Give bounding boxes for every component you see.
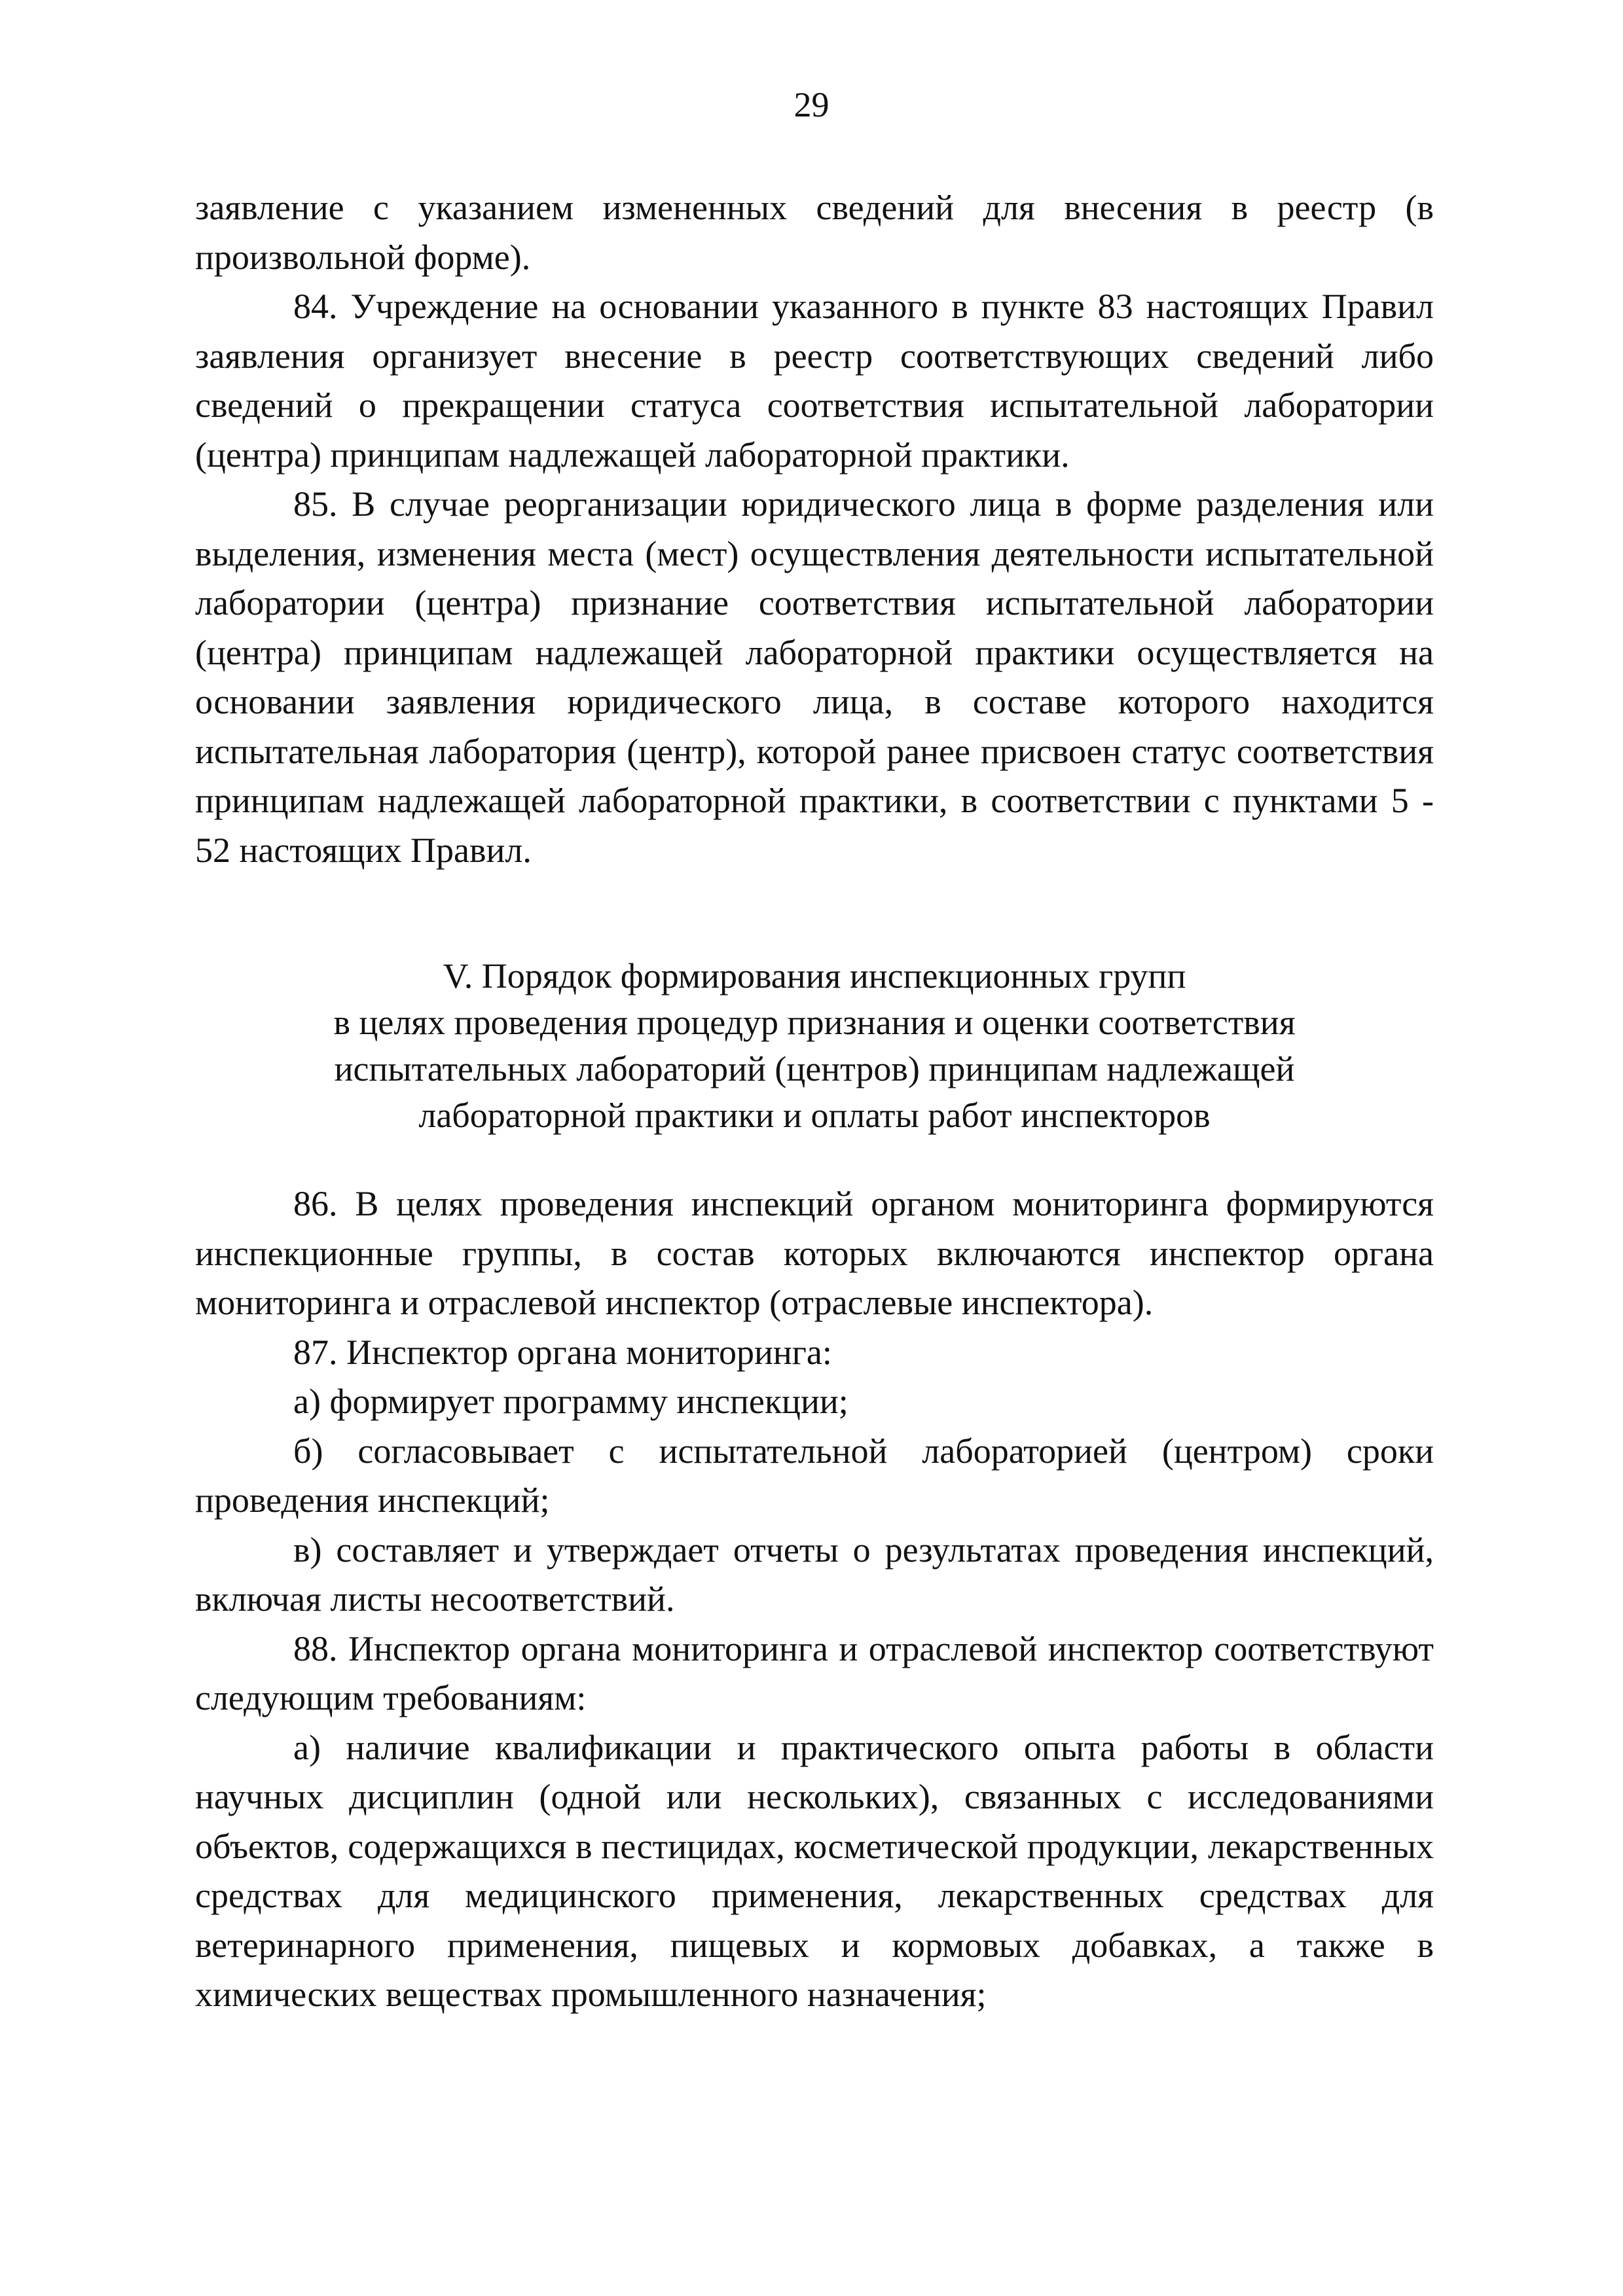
section-heading-line: лабораторной практики и оплаты работ инспекторов <box>418 1096 1211 1135</box>
paragraph-87-b: б) согласовывает с испытательной лабораторией (центром) сроки проведения инспекций; <box>195 1431 1434 1520</box>
section-heading-line: V. Порядок формирования инспекционных групп <box>443 956 1186 996</box>
section-heading-line: испытательных лабораторий (центров) принципам надлежащей <box>334 1049 1295 1088</box>
paragraph-continuation: заявление с указанием измененных сведений для внесения в реестр (в произвольной форме). <box>195 188 1434 277</box>
paragraph-87-c: в) составляет и утверждает отчеты о результатах проведения инспекций, включая листы несоответствий. <box>195 1530 1434 1619</box>
paragraph-88: 88. Инспектор органа мониторинга и отраслевой инспектор соответствуют следующим требованиям: <box>195 1628 1434 1717</box>
page-number: 29 <box>793 85 830 124</box>
bottom-text-block <box>195 1179 1434 2020</box>
section-heading <box>195 953 1434 1139</box>
paragraph-86: 86. В целях проведения инспекций органом мониторинга формируются инспекционные группы, в состав которых включаются инспектор органа мониторинга и отраслевой инспектор (отраслевые инспектора). <box>195 1184 1434 1322</box>
paragraph-87: 87. Инспектор органа мониторинга: <box>293 1332 832 1372</box>
paragraph-87-a: а) формирует программу инспекции; <box>293 1382 848 1421</box>
top-text-block <box>195 183 1434 875</box>
paragraph-84: 84. Учреждение на основании указанного в пункте 83 настоящих Правил заявления организует внесение в реестр соответствующих сведений либо сведений о прекращении статуса соответствия испытательной лаборатории (центра) принципам надлежащей лабораторной практики. <box>195 287 1434 475</box>
section-heading-line: в целях проведения процедур признания и оценки соответствия <box>333 1003 1296 1042</box>
paragraph-88-a: а) наличие квалификации и практического опыта работы в области научных дисциплин (одной или нескольких), связанных с исследованиями объектов, содержащихся в пестицидах, косметической продукции, лекарственных средствах для медицинского применения, лекарственных средствах для ветеринарного применения, пищевых и кормовых добавках, а также в химических веществах промышленного назначения; <box>195 1727 1434 2014</box>
paragraph-85: 85. В случае реорганизации юридического лица в форме разделения или выделения, изменения места (мест) осуществления деятельности испытательной лаборатории (центра) признание соответствия испытательной лаборатории (центра) принципам надлежащей лабораторной практики осуществляется на основании заявления юридического лица, в составе которого находится испытательная лаборатория (центр), которой ранее присвоен статус соответствия принципам надлежащей лабораторной практики, в соответствии с пунктами 5 - 52 настоящих Правил. <box>195 484 1434 870</box>
